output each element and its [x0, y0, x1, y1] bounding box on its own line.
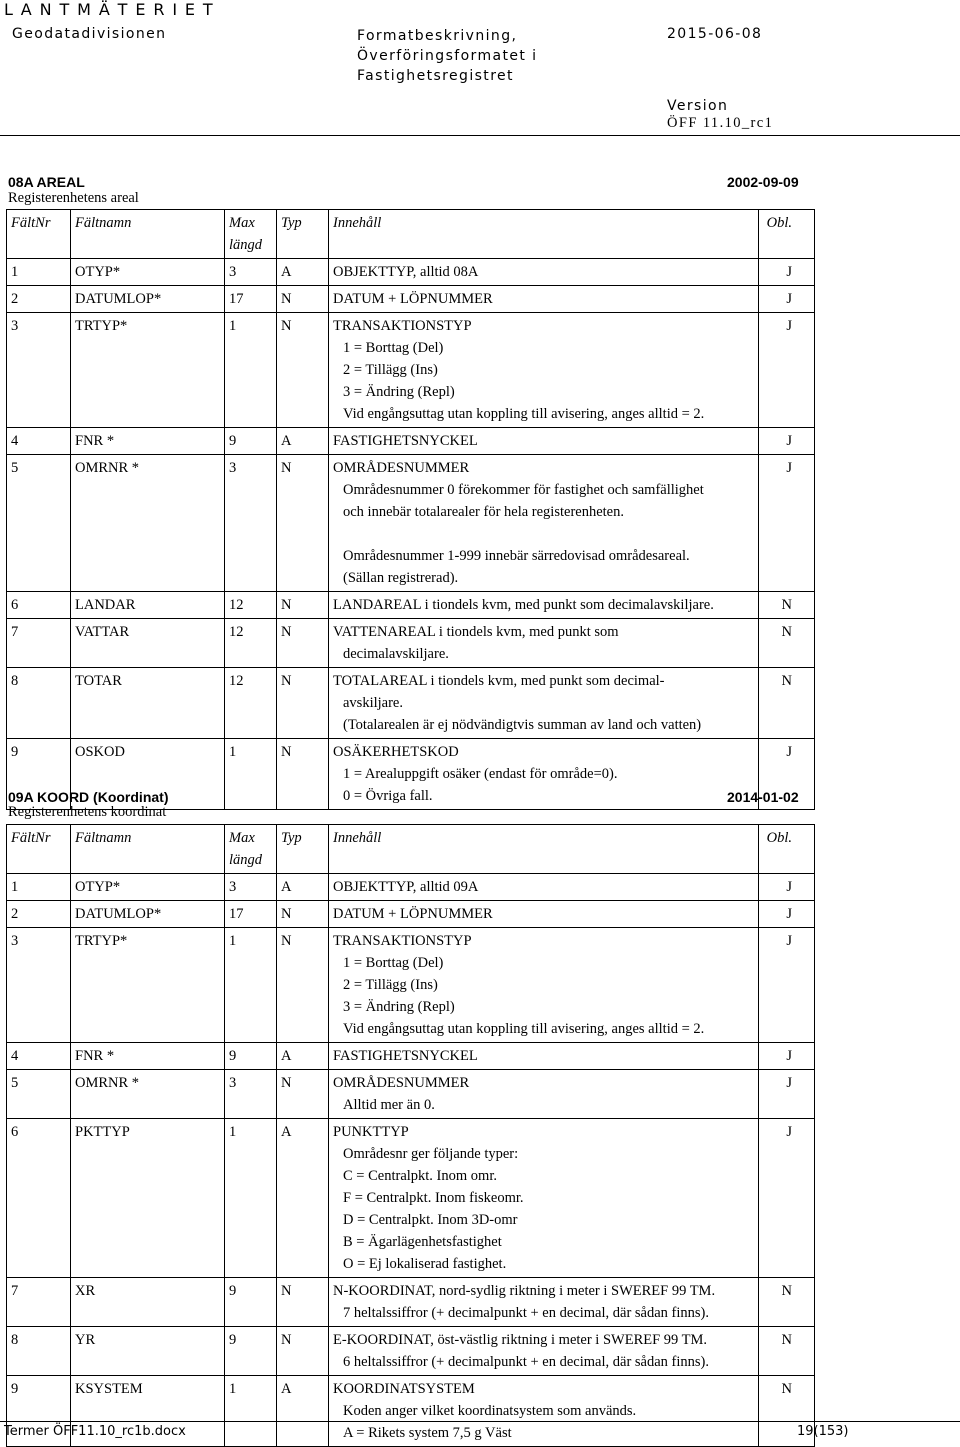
content-line: 3 = Ändring (Repl) [343, 384, 455, 400]
field-content [329, 1327, 759, 1376]
field-content [329, 1376, 759, 1447]
field-name: XR [71, 1278, 225, 1327]
content-line [333, 523, 754, 545]
col-max-langd [225, 825, 277, 874]
field-number: 8 [7, 668, 71, 739]
section-a-title: 08A AREAL [8, 174, 85, 190]
content-line: PUNKTTYP [333, 1124, 409, 1140]
field-obligatory: N [759, 1278, 815, 1327]
field-obligatory: J [759, 1070, 815, 1119]
col-obl: Obl. [759, 825, 815, 874]
field-max-length: 9 [225, 1043, 277, 1070]
field-type: N [277, 1070, 329, 1119]
field-max-length: 12 [225, 619, 277, 668]
field-number: 5 [7, 455, 71, 592]
content-line: (Totalarealen är ej nödvändigtvis summan av land och vatten) [343, 717, 702, 733]
table-row [7, 286, 815, 313]
content-line: Områdesnummer 1-999 innebär särredovisad områdesareal. [343, 548, 690, 564]
content-line: FASTIGHETSNYCKEL [333, 433, 478, 449]
field-max-length: 9 [225, 1327, 277, 1376]
field-max-length: 17 [225, 901, 277, 928]
content-line: TRANSAKTIONSTYP [333, 933, 472, 949]
table-row [7, 874, 815, 901]
section-b-date: 2014-01-02 [727, 789, 799, 805]
field-type: N [277, 928, 329, 1043]
field-content [329, 259, 759, 286]
footer-divider [0, 1421, 960, 1422]
field-type: A [277, 874, 329, 901]
field-obligatory: J [759, 739, 815, 810]
section-a-date: 2002-09-09 [727, 174, 799, 190]
section-a-table [6, 209, 815, 810]
field-type: A [277, 259, 329, 286]
field-obligatory: J [759, 928, 815, 1043]
content-line: 0 = Övriga fall. [343, 788, 433, 804]
content-line: DATUM + LÖPNUMMER [333, 906, 493, 922]
table-row [7, 668, 815, 739]
field-content [329, 1278, 759, 1327]
table-row [7, 1278, 815, 1327]
content-line: OSÄKERHETSKOD [333, 744, 459, 760]
col-typ: Typ [277, 825, 329, 874]
field-obligatory: J [759, 313, 815, 428]
field-name: OMRNR * [71, 455, 225, 592]
content-line: 3 = Ändring (Repl) [343, 999, 455, 1015]
col-faltnr: FältNr [7, 825, 71, 874]
content-line: O = Ej lokaliserad fastighet. [343, 1256, 507, 1272]
content-line: FASTIGHETSNYCKEL [333, 1048, 478, 1064]
field-max-length: 12 [225, 668, 277, 739]
field-content [329, 739, 759, 810]
field-max-length: 3 [225, 455, 277, 592]
org-name: L A N T M Ä T E R I E T [4, 0, 215, 19]
field-obligatory: J [759, 1119, 815, 1278]
content-line: TOTALAREAL i tiondels kvm, med punkt som decimal- [333, 673, 665, 689]
field-name: TRTYP* [71, 313, 225, 428]
field-type: A [277, 1119, 329, 1278]
field-name: PKTTYP [71, 1119, 225, 1278]
field-type: A [277, 1376, 329, 1447]
field-number: 7 [7, 1278, 71, 1327]
field-name: FNR * [71, 1043, 225, 1070]
content-line: OBJEKTTYP, alltid 09A [333, 879, 479, 895]
field-content [329, 286, 759, 313]
field-max-length: 9 [225, 1278, 277, 1327]
col-max: Max [229, 215, 255, 231]
field-number: 6 [7, 1119, 71, 1278]
col-faltnamn: Fältnamn [71, 210, 225, 259]
table-row [7, 1119, 815, 1278]
table-row [7, 592, 815, 619]
content-line: A = Rikets system 7,5 g Väst [343, 1425, 512, 1441]
content-line: Vid engångsuttag utan koppling till avisering, anges alltid = 2. [343, 1021, 705, 1037]
content-line: E-KOORDINAT, öst-västlig riktning i meter i SWEREF 99 TM. [333, 1332, 708, 1348]
content-line: Områdesnummer 0 förekommer för fastighet och samfällighet [343, 482, 704, 498]
content-line: Områdesnr ger följande typer: [343, 1146, 519, 1162]
field-number: 4 [7, 1043, 71, 1070]
content-line: 7 heltalssiffror (+ decimalpunkt + en decimal, där sådan finns). [343, 1305, 709, 1321]
field-obligatory: N [759, 1327, 815, 1376]
section-b-title: 09A KOORD (Koordinat) [8, 789, 169, 805]
field-type: N [277, 592, 329, 619]
field-content [329, 455, 759, 592]
table-row [7, 313, 815, 428]
field-obligatory: J [759, 1043, 815, 1070]
field-max-length: 3 [225, 874, 277, 901]
field-number: 9 [7, 739, 71, 810]
content-line: VATTENAREAL i tiondels kvm, med punkt som [333, 624, 619, 640]
field-type: N [277, 455, 329, 592]
field-name: VATTAR [71, 619, 225, 668]
field-name: LANDAR [71, 592, 225, 619]
field-max-length: 3 [225, 259, 277, 286]
content-line: OMRÅDESNUMMER [333, 460, 470, 476]
doc-title-line: Fastighetsregistret [357, 68, 514, 84]
field-obligatory: J [759, 901, 815, 928]
field-number: 3 [7, 928, 71, 1043]
table-row [7, 428, 815, 455]
field-type: N [277, 619, 329, 668]
field-obligatory: N [759, 619, 815, 668]
table-row [7, 901, 815, 928]
field-content [329, 928, 759, 1043]
col-max-langd [225, 210, 277, 259]
field-max-length: 12 [225, 592, 277, 619]
field-number: 3 [7, 313, 71, 428]
document-title [357, 26, 537, 86]
field-number: 1 [7, 874, 71, 901]
field-type: A [277, 1043, 329, 1070]
field-name: TOTAR [71, 668, 225, 739]
content-line: (Sällan registrerad). [343, 570, 459, 586]
field-obligatory: N [759, 592, 815, 619]
field-max-length: 17 [225, 286, 277, 313]
col-faltnamn: Fältnamn [71, 825, 225, 874]
field-max-length: 9 [225, 428, 277, 455]
col-typ: Typ [277, 210, 329, 259]
field-name: TRTYP* [71, 928, 225, 1043]
field-number: 4 [7, 428, 71, 455]
col-obl: Obl. [759, 210, 815, 259]
content-line: LANDAREAL i tiondels kvm, med punkt som decimalavskiljare. [333, 597, 714, 613]
table-row [7, 1070, 815, 1119]
table-row [7, 455, 815, 592]
content-line: 2 = Tillägg (Ins) [343, 362, 438, 378]
content-line: OBJEKTTYP, alltid 08A [333, 264, 479, 280]
content-line: DATUM + LÖPNUMMER [333, 291, 493, 307]
division-name: Geodatadivisionen [12, 26, 167, 42]
field-max-length: 1 [225, 1376, 277, 1447]
content-line: 1 = Borttag (Del) [343, 340, 444, 356]
field-max-length: 1 [225, 1119, 277, 1278]
content-line: C = Centralpkt. Inom omr. [343, 1168, 497, 1184]
field-name: DATUMLOP* [71, 286, 225, 313]
section-a-subtitle: Registerenhetens areal [8, 190, 139, 206]
field-number: 1 [7, 259, 71, 286]
version-label: Version [667, 98, 729, 114]
field-name: OTYP* [71, 259, 225, 286]
content-line: Koden anger vilket koordinatsystem som används. [343, 1403, 637, 1419]
field-name: FNR * [71, 428, 225, 455]
col-innehall: Innehåll [329, 210, 759, 259]
content-line: Vid engångsuttag utan koppling till avisering, anges alltid = 2. [343, 406, 705, 422]
content-line: 2 = Tillägg (Ins) [343, 977, 438, 993]
version-value: ÖFF 11.10_rc1 [667, 115, 774, 131]
field-obligatory: J [759, 259, 815, 286]
field-obligatory: J [759, 428, 815, 455]
field-obligatory: J [759, 286, 815, 313]
field-name: OSKOD [71, 739, 225, 810]
field-content [329, 874, 759, 901]
table-row [7, 619, 815, 668]
field-name: OMRNR * [71, 1070, 225, 1119]
field-type: N [277, 1327, 329, 1376]
field-max-length: 1 [225, 739, 277, 810]
table-header-row [7, 825, 815, 874]
field-content [329, 313, 759, 428]
field-content [329, 901, 759, 928]
field-obligatory: N [759, 1376, 815, 1447]
field-type: N [277, 901, 329, 928]
col-faltnr: FältNr [7, 210, 71, 259]
field-obligatory: J [759, 455, 815, 592]
section-b-table [6, 824, 815, 1447]
footer-page-number: 19(153) [797, 1424, 849, 1439]
field-obligatory: J [759, 874, 815, 901]
field-obligatory: N [759, 668, 815, 739]
content-line: F = Centralpkt. Inom fiskeomr. [343, 1190, 524, 1206]
field-content [329, 1070, 759, 1119]
field-number: 6 [7, 592, 71, 619]
field-max-length: 1 [225, 313, 277, 428]
field-number: 8 [7, 1327, 71, 1376]
field-content [329, 619, 759, 668]
field-content [329, 1119, 759, 1278]
field-name: YR [71, 1327, 225, 1376]
content-line: B = Ägarlägenhetsfastighet [343, 1234, 502, 1250]
content-line: KOORDINATSYSTEM [333, 1381, 475, 1397]
field-number: 2 [7, 901, 71, 928]
field-number: 7 [7, 619, 71, 668]
field-type: N [277, 739, 329, 810]
content-line: decimalavskiljare. [343, 646, 449, 662]
table-header-row [7, 210, 815, 259]
table-row [7, 1043, 815, 1070]
field-number: 2 [7, 286, 71, 313]
col-innehall: Innehåll [329, 825, 759, 874]
section-b-subtitle: Registerenhetens koordinat [8, 804, 167, 820]
content-line: TRANSAKTIONSTYP [333, 318, 472, 334]
field-content [329, 428, 759, 455]
content-line: 1 = Borttag (Del) [343, 955, 444, 971]
field-max-length: 1 [225, 928, 277, 1043]
field-name: DATUMLOP* [71, 901, 225, 928]
field-type: N [277, 286, 329, 313]
field-name: KSYSTEM [71, 1376, 225, 1447]
header-divider [0, 135, 960, 136]
content-line: Alltid mer än 0. [343, 1097, 435, 1113]
field-type: A [277, 428, 329, 455]
field-type: N [277, 1278, 329, 1327]
table-row [7, 259, 815, 286]
col-max: Max [229, 830, 255, 846]
table-row [7, 928, 815, 1043]
document-date: 2015-06-08 [667, 26, 763, 42]
doc-title-line: Formatbeskrivning, [357, 28, 518, 44]
field-number: 9 [7, 1376, 71, 1447]
content-line: 1 = Arealuppgift osäker (endast för område=0). [343, 766, 618, 782]
footer-filename: Termer ÖFF11.10_rc1b.docx [4, 1424, 186, 1439]
content-line: avskiljare. [343, 695, 403, 711]
content-line: N-KOORDINAT, nord-sydlig riktning i meter i SWEREF 99 TM. [333, 1283, 716, 1299]
field-content [329, 668, 759, 739]
content-line: och innebär totalarealer för hela registerenheten. [343, 504, 624, 520]
field-max-length: 3 [225, 1070, 277, 1119]
field-name: OTYP* [71, 874, 225, 901]
field-type: N [277, 668, 329, 739]
col-langd: längd [229, 852, 263, 868]
field-type: N [277, 313, 329, 428]
content-line: OMRÅDESNUMMER [333, 1075, 470, 1091]
col-langd: längd [229, 237, 263, 253]
content-line: D = Centralpkt. Inom 3D-omr [343, 1212, 518, 1228]
content-line: 6 heltalssiffror (+ decimalpunkt + en decimal, där sådan finns). [343, 1354, 709, 1370]
field-content [329, 1043, 759, 1070]
field-number: 5 [7, 1070, 71, 1119]
doc-title-line: Överföringsformatet i [357, 48, 538, 64]
field-content [329, 592, 759, 619]
table-row [7, 1327, 815, 1376]
